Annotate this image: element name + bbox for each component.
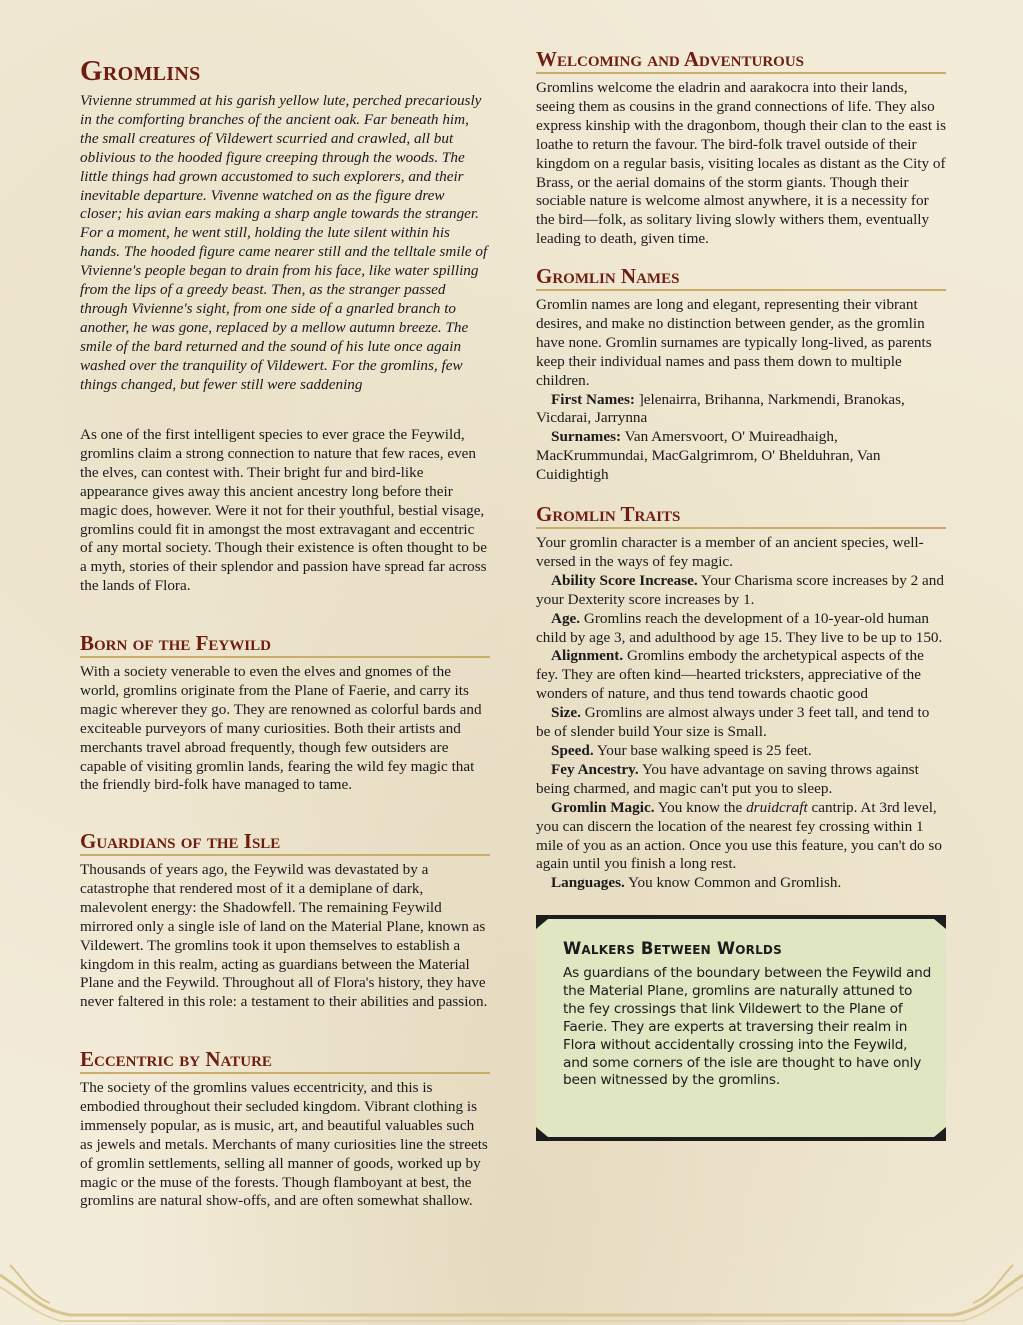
trait-alignment-value: Gromlins embody the archetypical aspects of the fey. They are often kind—hearted tricksters, appreciative of the wonders of nature, and thus tend towards chaotic good [536, 647, 924, 703]
surnames-label: Surnames: [551, 428, 622, 446]
first-names-label: First Names: [551, 390, 635, 408]
page-title: Gromlins [80, 55, 201, 87]
trait-age-value: Gromlins reach the development of a 10-year-old human child by age 3, and adulthood by age 15. They live to be up to 150. [536, 609, 943, 646]
trait-alignment [536, 647, 946, 704]
section-names [536, 263, 946, 485]
born-paragraph: With a society venerable to even the elves and gnomes of the world, gromlins originate from the Plane of Faerie, and carry its magic wherever they go. They are renowned as colorful bards and exciteable purveyors of many curiosities. Both their artists and merchants travel abroad frequently, though few outsiders are capable of visiting gromlin lands, fearing the wild fey magic that the friendly bird-folk have managed to tame. [80, 663, 482, 794]
trait-size-value: Gromlins are almost always under 3 feet tall, and tend to be of slender build Your size is Small. [536, 704, 930, 741]
section-welcoming [536, 46, 946, 249]
trait-ability-score [536, 572, 946, 610]
trait-speed-label: Speed. [551, 741, 594, 759]
names-paragraph: Gromlin names are long and elegant, representing their vibrant desires, and make no distinction between gender, as the gromlin have none. Gromlin surnames are typically long-lived, as parents keep their individual names and pass them down to multiple children. [536, 296, 932, 389]
intro-block [80, 426, 490, 596]
section-eccentric [80, 1046, 490, 1211]
sidebar-corner-top-left [536, 919, 548, 929]
section-guardians [80, 828, 490, 1012]
sidebar-text: As guardians of the boundary between the Feywild and the Material Plane, gromlins are naturally attuned to the fey crossings that link Vildewert to the Plane of Faerie. They are experts at traversing their realm in Flora without accidentally crossing into the Feywild, and some corners of the isle are thought to have only been witnessed by the gromlins. [563, 965, 932, 1089]
trait-magic-label: Gromlin Magic. [551, 798, 655, 816]
trait-age-label: Age. [551, 609, 581, 627]
trait-languages-value: You know Common and Gromlish. [624, 874, 842, 892]
trait-magic-post: cantrip. At 3rd level, you can discern the location of the nearest fey crossing within 1 mile of you as an action. Once you use this feature, you can't do so again until you finish a long rest. [536, 798, 942, 873]
first-names-value: ]elenairra, Brihanna, Narkmendi, Branokas, Vicdarai, Jarrynna [536, 390, 905, 427]
sidebar-corner-top-right [934, 919, 946, 929]
sidebar-bottom-bar [536, 1137, 946, 1141]
trait-magic-pre: You know the [654, 798, 747, 816]
heading-welcoming-and-adventurous: Welcoming and Adventurous [536, 46, 946, 74]
section-traits [536, 501, 946, 893]
intro-paragraph: As one of the first intelligent species to ever grace the Feywild, gromlins claim a strong connection to nature that few races, even the elves, can contest with. Their bright fur and bird-like appearance gives away this ancient ancestry long before their magic does, however. Were it not for their youthful, bestial visage, gromlins could fit in amongst the most extravagant and eccentric of any mortal society. Though their existence is often thought to be a myth, stories of their splendor and passion have spread far across the lands of Flora. [80, 426, 488, 595]
trait-fey-value: You have advantage on saving throws against being charmed, and magic can't put you to sleep. [536, 760, 919, 797]
heading-born-of-the-feywild: Born of the Feywild [80, 630, 490, 658]
eccentric-paragraph: The society of the gromlins values eccentricity, and this is embodied throughout their secluded kingdom. Vibrant clothing is immensely popular, as is music, art, and beautiful valuables such as jewels and metals. Merchants of many curiosities line the streets of gromlin settlements, selling all manner of goods, worked up by magic or the muse of the forests. Though flamboyant at best, the gromlins are natural show-offs, and are often somewhat shallow. [80, 1079, 488, 1210]
trait-ability-value: Your Charisma score increases by 2 and your Dexterity score increases by 1. [536, 571, 944, 608]
heading-guardians-of-the-isle: Guardians of the Isle [80, 828, 490, 856]
trait-size [536, 704, 946, 742]
trait-speed [536, 742, 946, 761]
guardians-paragraph: Thousands of years ago, the Feywild was devastated by a catastrophe that rendered most of it a demiplane of dark, malevolent energy: the Shadowfell. The remaining Feywild mirrored only a single isle of land on the Material Plane, known as Vildewert. The gromlins took it upon themselves to establish a kingdom in this realm, acting as guardians between the Material Plane and the Feywild. Throughout all of Flora's history, they have never faltered in this role: a testament to their abilities and passion. [80, 861, 488, 1011]
trait-alignment-label: Alignment. [551, 647, 624, 665]
sidebar-note [536, 915, 946, 1141]
sidebar-corner-bottom-right [934, 1127, 946, 1137]
flavor-text: Vivienne strummed at his garish yellow lute, perched precariously in the comforting branches of the ancient oak. Far beneath him, the small creatures of Vildewert scurried and crawled, all but oblivious to the hooded figure creeping through the woods. The little things had grown accustomed to such explorers, and their inevitable departure. Vivenne watched on as the figure drew closer; his avian ears making a sharp angle towards the stranger. For a moment, he went still, holding the lute silent within his hands. The hooded figure came nearer still and the telltale smile of Vivienne's people began to drain from his face, like water spilling from the lips of a greedy beast. Then, as the stranger passed through Vivienne's sight, from one side of a gnarled branch to another, he was gone, replaced by a mellow autumn breeze. The smile of the bard returned and the sound of his lute once again washed over the tranquility of Vildewert. For the gromlins, few things changed, but fewer still were saddening [80, 92, 488, 393]
surnames [536, 428, 946, 485]
trait-languages [536, 874, 946, 893]
trait-fey-ancestry [536, 761, 946, 799]
first-names [536, 391, 946, 429]
trait-size-label: Size. [551, 704, 581, 722]
footer-ornament [0, 1255, 1023, 1325]
trait-languages-label: Languages. [551, 874, 625, 892]
traits-intro: Your gromlin character is a member of an ancient species, well-versed in the ways of fey magic. [536, 534, 924, 570]
sidebar-heading: Walkers Between Worlds [563, 939, 782, 958]
heading-eccentric-by-nature: Eccentric by Nature [80, 1046, 490, 1074]
trait-age [536, 610, 946, 648]
trait-fey-label: Fey Ancestry. [551, 760, 639, 778]
heading-gromlin-traits: Gromlin Traits [536, 501, 946, 529]
section-born [80, 630, 490, 795]
surnames-value: Van Amersvoort, O' Muireadhaigh, MacKrummundai, MacGalgrimrom, O' Bhelduhran, Van Cuidightigh [536, 428, 881, 484]
trait-speed-value: Your base walking speed is 25 feet. [593, 741, 812, 759]
trait-gromlin-magic [536, 799, 946, 875]
heading-gromlin-names: Gromlin Names [536, 263, 946, 291]
flavor-text-block [80, 92, 490, 395]
welcoming-paragraph: Gromlins welcome the eladrin and aarakocra into their lands, seeing them as cousins in the grand connections of life. They also express kinship with the dragonbom, though their clan to the east is loathe to return the favour. The bird-folk travel outside of their kingdom on a regular basis, visiting locales as distant as the City of Brass, or the aerial domains of the storm giants. Though their sociable nature is welcome almost anywhere, it is a necessity for the bird—folk, as solitary living slowly withers them, eventually leading to death, given time. [536, 79, 946, 248]
sidebar-top-bar [536, 915, 946, 919]
sidebar-corner-bottom-left [536, 1127, 548, 1137]
trait-magic-cantrip: druidcraft [746, 798, 808, 816]
trait-ability-label: Ability Score Increase. [551, 571, 698, 589]
